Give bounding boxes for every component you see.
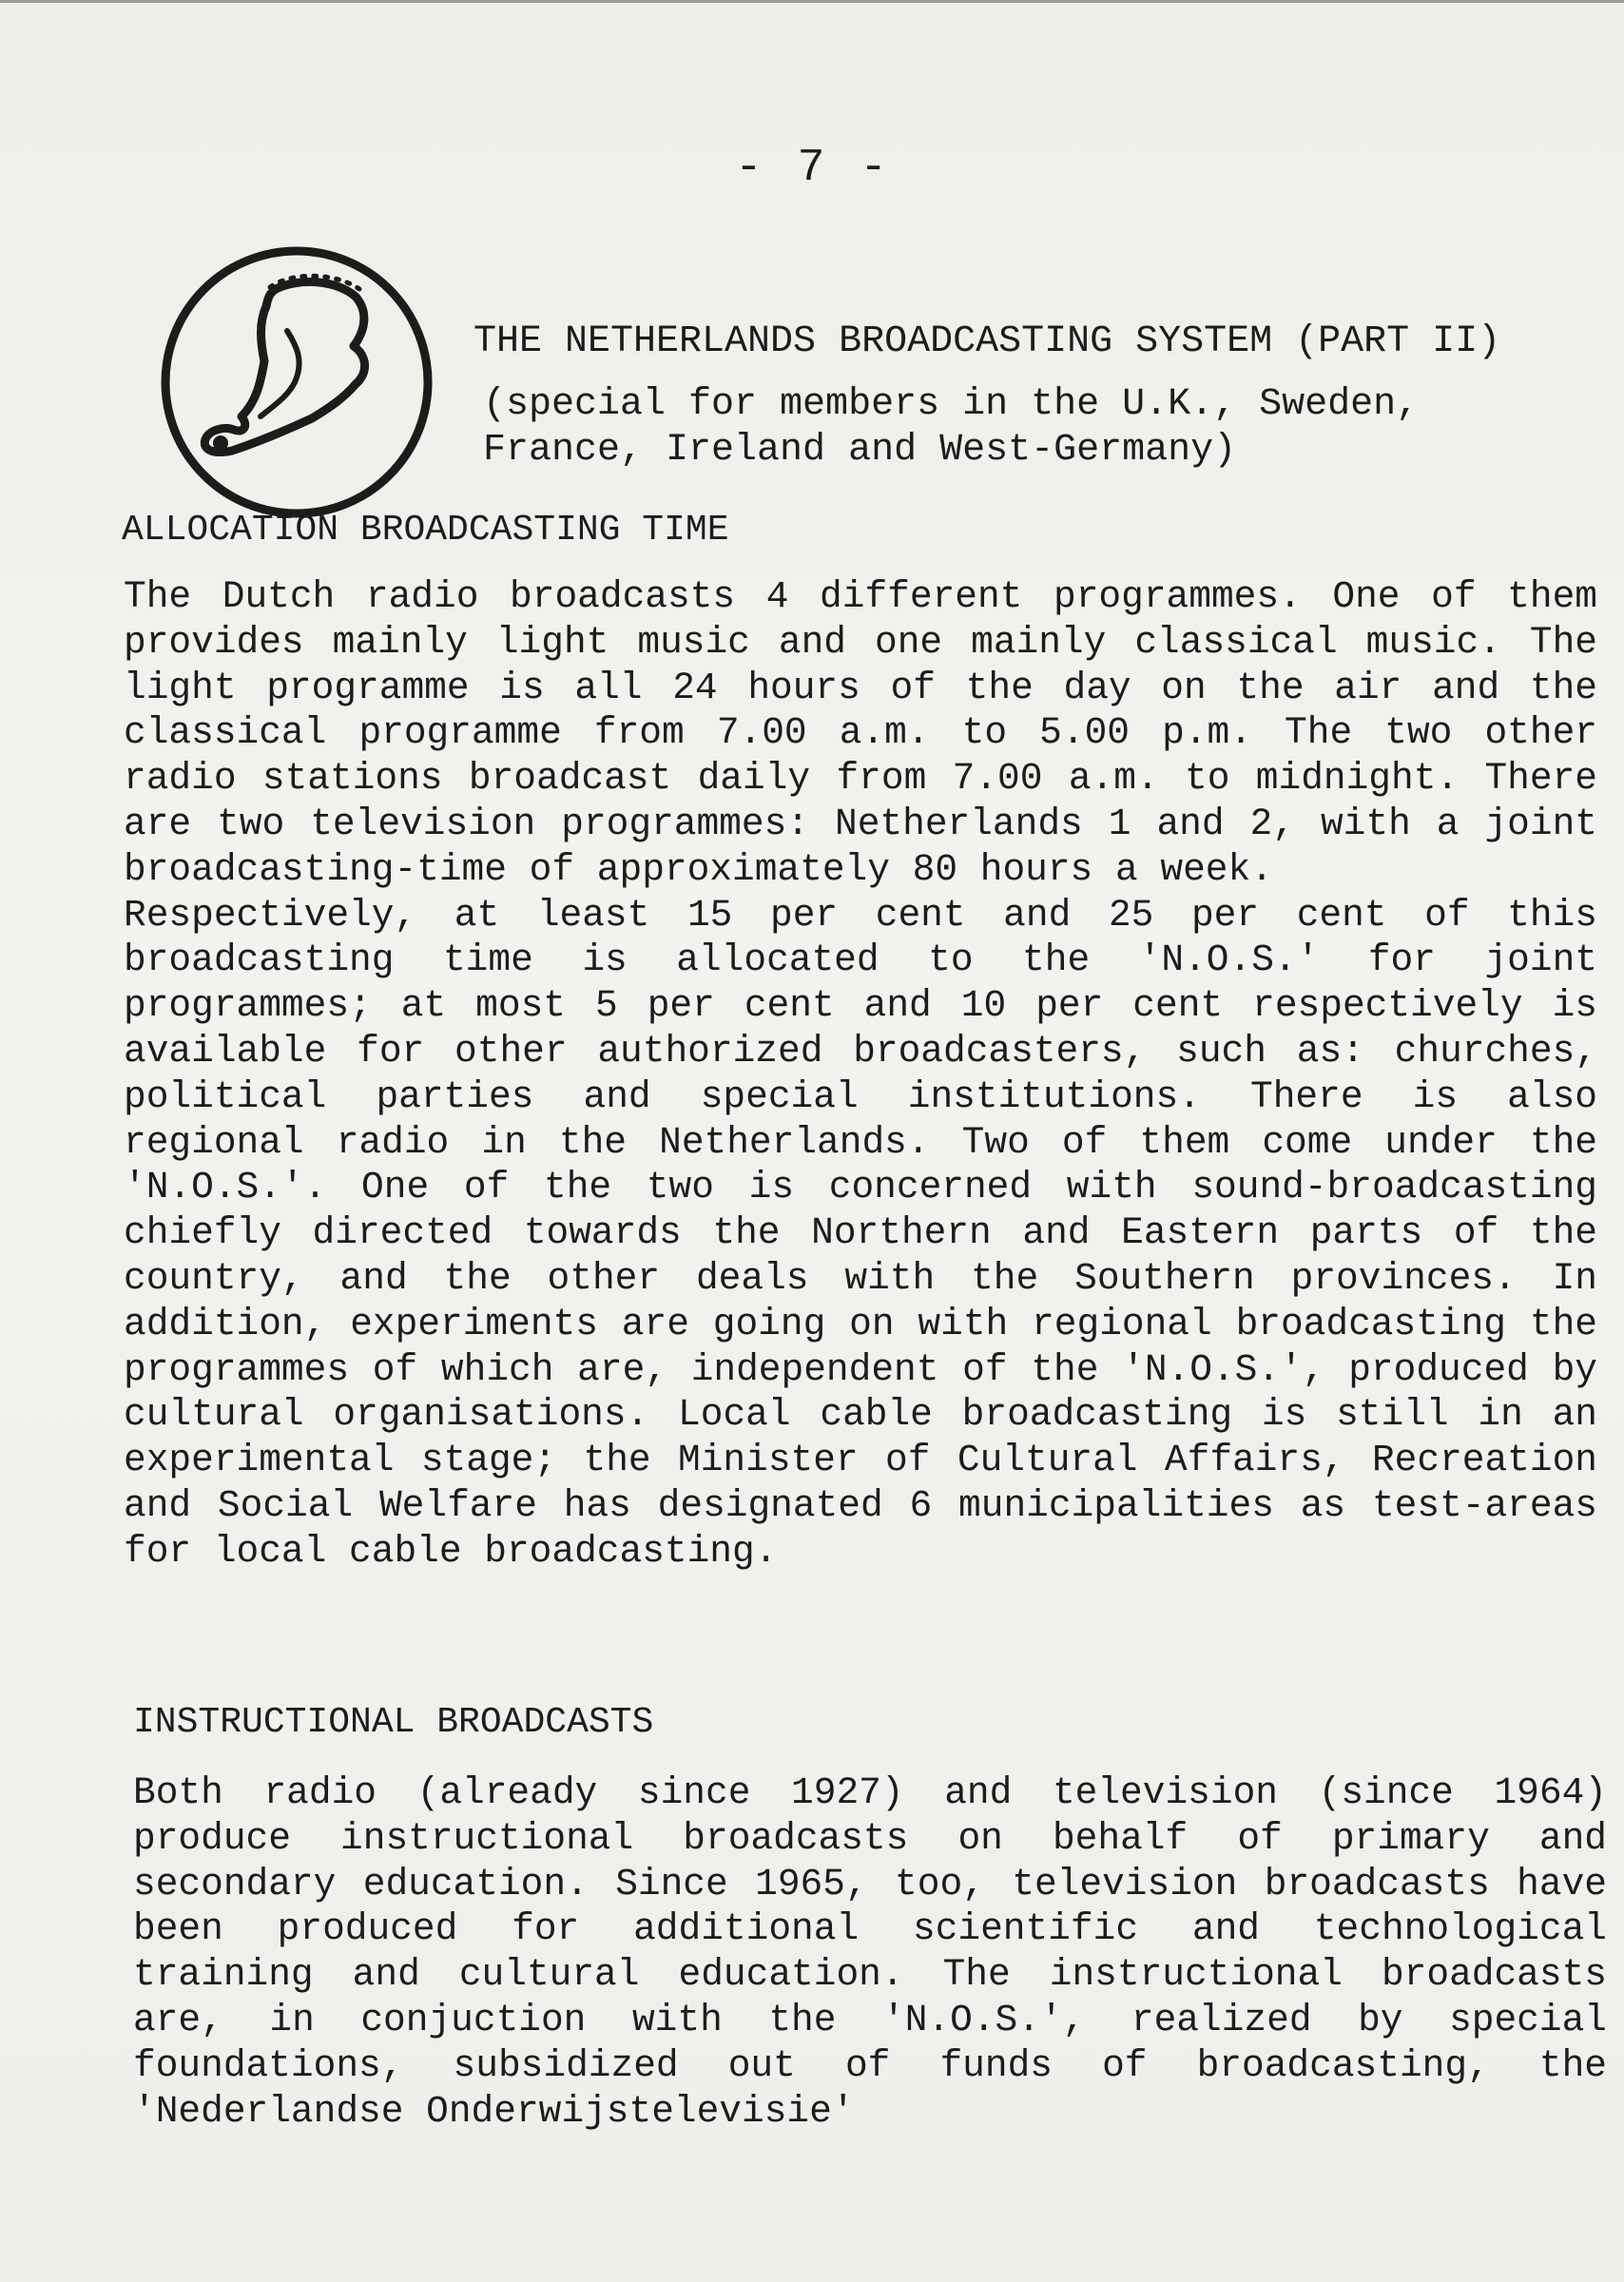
section-body-allocation — [124, 574, 1597, 1575]
logo-map-inner-line — [261, 331, 300, 416]
paragraph: Respectively, at least 15 per cent and 25 per cent of this broadcasting time is allocated to the 'N.O.S.' for joint programmes; at most 5 per cent and 10 per cent respectively is available for other authorized broadcasters, such as: churches, political parties and special institutions. There is also regional radio in the Netherlands. Two of them come under the 'N.O.S.'. One of the two is concerned with sound-broadcasting chiefly directed towards the Northern and Eastern parts of the country, and the other deals with the Southern provinces. In addition, experiments are going on with regional broadcasting the programmes of which are, independent of the 'N.O.S.', produced by cultural organisations. Local cable broadcasting is still in an experimental stage; the Minister of Cultural Affairs, Recreation and Social Welfare has designated 6 municipalities as test-areas for local cable broadcasting. — [124, 893, 1597, 1573]
logo-map-dot — [213, 435, 228, 451]
page-number: - 7 - — [734, 143, 892, 194]
paragraph: The Dutch radio broadcasts 4 different programmes. One of them provides mainly light music and one mainly classical music. The light programme is all 24 hours of the day on the air and the classical programme from 7.00 a.m. to 5.00 p.m. The two other radio stations broadcast daily from 7.00 a.m. to midnight. There are two television programmes: Netherlands 1 and 2, with a joint broadcasting-time of approximately 80 hours a week. — [124, 575, 1597, 891]
page-top-edge — [0, 0, 1624, 12]
logo-map-outline — [204, 281, 364, 452]
article-subtitle: (special for members in the U.K., Sweden, France, Ireland and West-Germany) — [483, 383, 1420, 472]
section-body-instructional — [133, 1770, 1607, 2134]
article-title: THE NETHERLANDS BROADCASTING SYSTEM (PART II) — [474, 320, 1501, 363]
paragraph: Both radio (already since 1927) and television (since 1964) produce instructional broadcasts on behalf of primary and secondary education. Since 1965, too, television broadcasts have been produced for additional scientific and technological training and cultural education. The instructional broadcasts are, in conjuction with the 'N.O.S.', realized by special foundations, subsidized out of funds of broadcasting, the 'Nederlandse Onderwijstelevisie' — [133, 1771, 1607, 2133]
article-heading — [474, 319, 1614, 474]
netherlands-map-logo-icon — [154, 240, 439, 525]
section-heading-instructional: INSTRUCTIONAL BROADCASTS — [133, 1702, 654, 1743]
section-heading-allocation: ALLOCATION BROADCASTING TIME — [122, 510, 729, 551]
